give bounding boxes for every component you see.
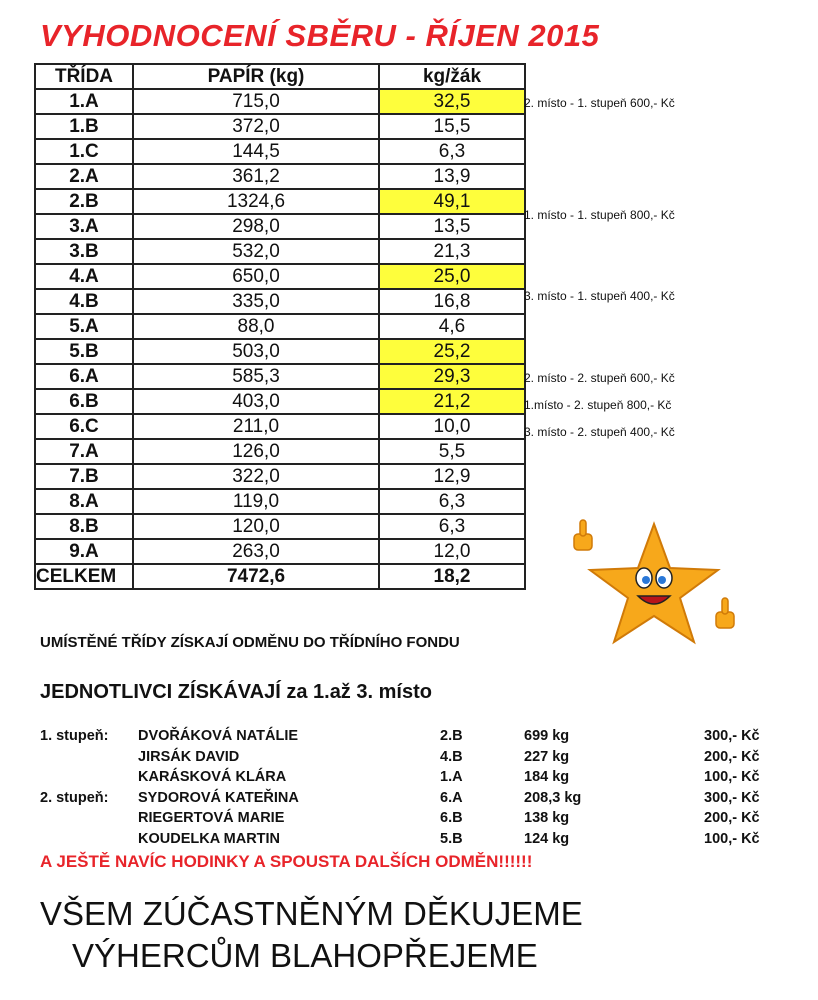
pupil-class: 1.A <box>440 769 463 785</box>
table-row <box>35 539 525 564</box>
paper-kg-cell: 335,0 <box>133 289 379 314</box>
pupil-class: 6.B <box>440 810 463 826</box>
class-cell: 6.A <box>35 364 133 389</box>
paper-kg-cell: 322,0 <box>133 464 379 489</box>
award-note: 1.místo - 2. stupeň 800,- Kč <box>524 398 672 412</box>
class-cell: 4.B <box>35 289 133 314</box>
per-pupil-cell: 6,3 <box>379 514 525 539</box>
award-note: 3. místo - 2. stupeň 400,- Kč <box>524 425 675 439</box>
table-row <box>35 439 525 464</box>
table-row <box>35 314 525 339</box>
per-pupil-cell: 5,5 <box>379 439 525 464</box>
award-note: 2. místo - 1. stupeň 600,- Kč <box>524 96 675 110</box>
paper-kg-cell: 715,0 <box>133 89 379 114</box>
pupil-name: RIEGERTOVÁ MARIE <box>138 810 285 826</box>
paper-kg-cell: 211,0 <box>133 414 379 439</box>
level-label: 1. stupeň: <box>40 728 109 744</box>
pupil-prize: 300,- Kč <box>704 789 760 806</box>
per-pupil-cell: 6,3 <box>379 139 525 164</box>
table-row <box>35 164 525 189</box>
per-pupil-cell: 10,0 <box>379 414 525 439</box>
total-per-pupil: 18,2 <box>379 564 525 589</box>
pupil-prize: 300,- Kč <box>704 728 760 744</box>
table-row <box>35 264 525 289</box>
per-pupil-cell: 25,0 <box>379 264 525 289</box>
pupil-kg: 124 kg <box>524 830 570 847</box>
thanks-line: VŠEM ZÚČASTNĚNÝM DĚKUJEME <box>40 895 583 932</box>
per-pupil-cell: 49,1 <box>379 189 525 214</box>
class-cell: 1.B <box>35 114 133 139</box>
total-kg: 7472,6 <box>133 564 379 589</box>
per-pupil-cell: 6,3 <box>379 489 525 514</box>
header-class: TŘÍDA <box>35 64 133 89</box>
class-cell: 4.A <box>35 264 133 289</box>
class-cell: 6.C <box>35 414 133 439</box>
per-pupil-cell: 21,3 <box>379 239 525 264</box>
table-row <box>35 89 525 114</box>
table-row <box>35 364 525 389</box>
table-header-row <box>35 64 525 89</box>
per-pupil-cell: 32,5 <box>379 89 525 114</box>
page-title: VYHODNOCENÍ SBĚRU - ŘÍJEN 2015 <box>40 18 600 53</box>
class-cell: 1.C <box>35 139 133 164</box>
paper-kg-cell: 144,5 <box>133 139 379 164</box>
paper-kg-cell: 650,0 <box>133 264 379 289</box>
class-cell: 8.A <box>35 489 133 514</box>
table-row <box>35 414 525 439</box>
class-cell: 2.A <box>35 164 133 189</box>
table-row <box>35 239 525 264</box>
closing-text: A JEŠTĚ NAVÍC HODINKY A SPOUSTA DALŠÍCH ODMĚN!!!!!! <box>40 852 533 871</box>
pupil-kg: 699 kg <box>524 728 570 744</box>
paper-kg-cell: 298,0 <box>133 214 379 239</box>
total-row <box>35 564 525 589</box>
table-row <box>35 514 525 539</box>
award-note: 3. místo - 1. stupeň 400,- Kč <box>524 289 675 303</box>
per-pupil-cell: 15,5 <box>379 114 525 139</box>
table-row <box>35 389 525 414</box>
pupil-prize: 200,- Kč <box>704 748 760 765</box>
paper-kg-cell: 503,0 <box>133 339 379 364</box>
pupil-kg: 208,3 kg <box>524 789 582 806</box>
pupil-prize: 100,- Kč <box>704 830 760 847</box>
thumbs-up-icon <box>574 520 592 550</box>
thumbs-up-icon <box>716 598 734 628</box>
class-cell: 5.A <box>35 314 133 339</box>
class-cell: 3.A <box>35 214 133 239</box>
per-pupil-cell: 29,3 <box>379 364 525 389</box>
pupil-name: KOUDELKA MARTIN <box>138 830 281 847</box>
paper-kg-cell: 120,0 <box>133 514 379 539</box>
pupil-prize: 200,- Kč <box>704 810 760 826</box>
class-cell: 1.A <box>35 89 133 114</box>
award-note: 1. místo - 1. stupeň 800,- Kč <box>524 208 675 222</box>
table-row <box>35 139 525 164</box>
class-cell: 3.B <box>35 239 133 264</box>
pupil-prize: 100,- Kč <box>704 769 760 785</box>
paper-kg-cell: 372,0 <box>133 114 379 139</box>
pupil-class: 2.B <box>440 728 463 744</box>
pupil-class: 5.B <box>440 830 463 847</box>
per-pupil-cell: 13,9 <box>379 164 525 189</box>
pupil-kg: 138 kg <box>524 810 570 826</box>
table-row <box>35 189 525 214</box>
paper-kg-cell: 88,0 <box>133 314 379 339</box>
paper-kg-cell: 532,0 <box>133 239 379 264</box>
per-pupil-cell: 21,2 <box>379 389 525 414</box>
table-row <box>35 489 525 514</box>
award-note: 2. místo - 2. stupeň 600,- Kč <box>524 371 675 385</box>
level-label: 2. stupeň: <box>40 789 109 806</box>
paper-kg-cell: 1324,6 <box>133 189 379 214</box>
per-pupil-cell: 13,5 <box>379 214 525 239</box>
class-cell: 5.B <box>35 339 133 364</box>
class-cell: 8.B <box>35 514 133 539</box>
results-table <box>34 63 526 590</box>
class-cell: 2.B <box>35 189 133 214</box>
class-cell: 7.B <box>35 464 133 489</box>
per-pupil-cell: 16,8 <box>379 289 525 314</box>
pupil-name: DVOŘÁKOVÁ NATÁLIE <box>138 728 299 744</box>
thanks-line: VÝHERCŮM BLAHOPŘEJEME <box>72 937 538 974</box>
class-cell: 9.A <box>35 539 133 564</box>
smiling-star-icon <box>566 512 750 646</box>
header-per-pupil: kg/žák <box>379 64 525 89</box>
table-row <box>35 289 525 314</box>
class-cell: 7.A <box>35 439 133 464</box>
paper-kg-cell: 263,0 <box>133 539 379 564</box>
per-pupil-cell: 12,0 <box>379 539 525 564</box>
per-pupil-cell: 4,6 <box>379 314 525 339</box>
pupil-name: SYDOROVÁ KATEŘINA <box>138 789 299 806</box>
class-cell: 6.B <box>35 389 133 414</box>
table-row <box>35 214 525 239</box>
reward-text: UMÍSTĚNÉ TŘÍDY ZÍSKAJÍ ODMĚNU DO TŘÍDNÍHO FONDU <box>40 634 460 651</box>
paper-kg-cell: 126,0 <box>133 439 379 464</box>
total-label: CELKEM <box>35 564 133 589</box>
per-pupil-cell: 25,2 <box>379 339 525 364</box>
paper-kg-cell: 361,2 <box>133 164 379 189</box>
per-pupil-cell: 12,9 <box>379 464 525 489</box>
pupil-class: 6.A <box>440 789 463 806</box>
paper-kg-cell: 119,0 <box>133 489 379 514</box>
pupil-kg: 184 kg <box>524 769 570 785</box>
paper-kg-cell: 403,0 <box>133 389 379 414</box>
header-paper: PAPÍR (kg) <box>133 64 379 89</box>
individuals-title: JEDNOTLIVCI ZÍSKÁVAJÍ za 1.až 3. místo <box>40 681 432 703</box>
table-row <box>35 339 525 364</box>
table-row <box>35 114 525 139</box>
pupil-kg: 227 kg <box>524 748 570 765</box>
pupil-class: 4.B <box>440 748 463 765</box>
pupil-name: JIRSÁK DAVID <box>138 748 240 765</box>
table-row <box>35 464 525 489</box>
pupil-name: KARÁSKOVÁ KLÁRA <box>138 769 287 785</box>
paper-kg-cell: 585,3 <box>133 364 379 389</box>
